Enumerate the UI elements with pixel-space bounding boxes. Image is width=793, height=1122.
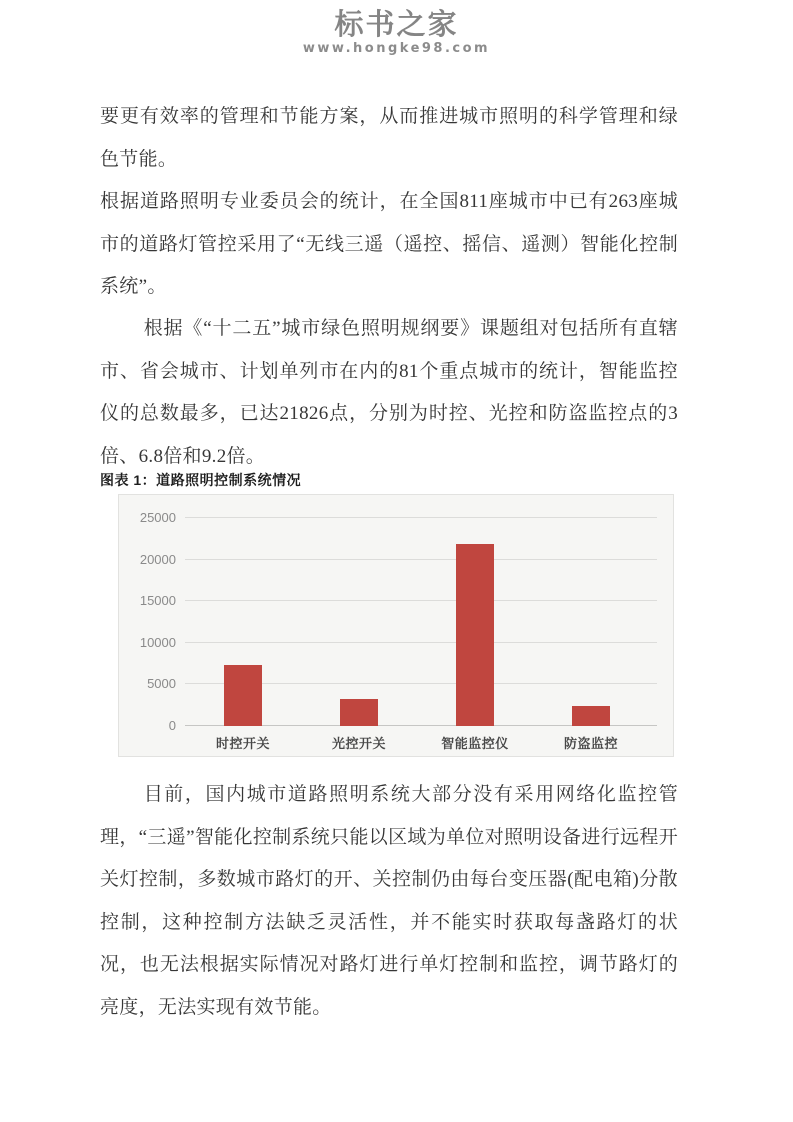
x-tick-label-智能监控仪: 智能监控仪 (441, 736, 509, 751)
y-tick-label-15000: 15000 (139, 593, 176, 609)
y-tick-label-25000: 25000 (139, 510, 176, 525)
x-tick-label-光控开关: 光控开关 (331, 736, 386, 751)
chart-bars (185, 518, 649, 726)
paragraph-intro-energy-saving: 要更有效率的管理和节能方案，从而推进城市照明的科学管理和绿色节能。 (100, 106, 678, 170)
figure-caption: 图表 1：道路照明控制系统情况 (100, 472, 302, 488)
y-tick-label-20000: 20000 (139, 551, 176, 567)
chart-bar-智能监控仪 (456, 544, 494, 726)
chart-bar-时控开关 (224, 665, 262, 726)
paragraph-current-situation: 目前，国内城市道路照明系统大部分没有采用网络化监控管理，“三遥”智能化控制系统只能以区域为单位对照明设备进行远程开关灯控制，多数城市路灯的开、关控制仍由每台变压器(配电箱)分散控制，这种控制方法缺乏灵活性，并不能实时获取每盏路灯的状况，也无法根据实际情况对路灯进行单灯控制和监控，调节路灯的亮度，无法实现有效节能。 (100, 784, 678, 1018)
x-tick-label-时控开关: 时控开关 (215, 736, 270, 751)
site-url: www.hongke98.com (302, 41, 491, 56)
chart-y-axis-labels (119, 510, 176, 733)
logo-text: 标书之家 (334, 7, 459, 41)
y-tick-label-5000: 5000 (147, 676, 176, 692)
page-header (0, 8, 793, 56)
bar-slot (417, 518, 533, 726)
x-tick-label-防盗监控: 防盗监控 (563, 736, 618, 751)
bar-slot (533, 518, 649, 726)
y-tick-label-0: 0 (168, 718, 176, 733)
chart-bar-防盗监控 (572, 706, 610, 726)
y-tick-label-10000: 10000 (139, 634, 176, 650)
bar-slot (301, 518, 417, 726)
paragraph-road-lighting-committee: 根据道路照明专业委员会的统计，在全国811座城市中已有263座城市的道路灯管控采用了“无线三遥（遥控、摇信、遥测）智能化控制系统”。 (100, 191, 678, 297)
bar-slot (185, 518, 301, 726)
paragraph-twelfth-five-plan: 根据《“十二五”城市绿色照明规纲要》课题组对包括所有直辖市、省会城市、计划单列市在内的81个重点城市的统计，智能监控仪的总数最多，已达21826点，分别为时控、光控和防盗监控点的3倍、6.8倍和9.2倍。 (100, 318, 678, 467)
chart-x-axis-labels (185, 733, 649, 752)
chart-bar-光控开关 (340, 699, 378, 726)
road-lighting-control-bar-chart (118, 494, 674, 757)
